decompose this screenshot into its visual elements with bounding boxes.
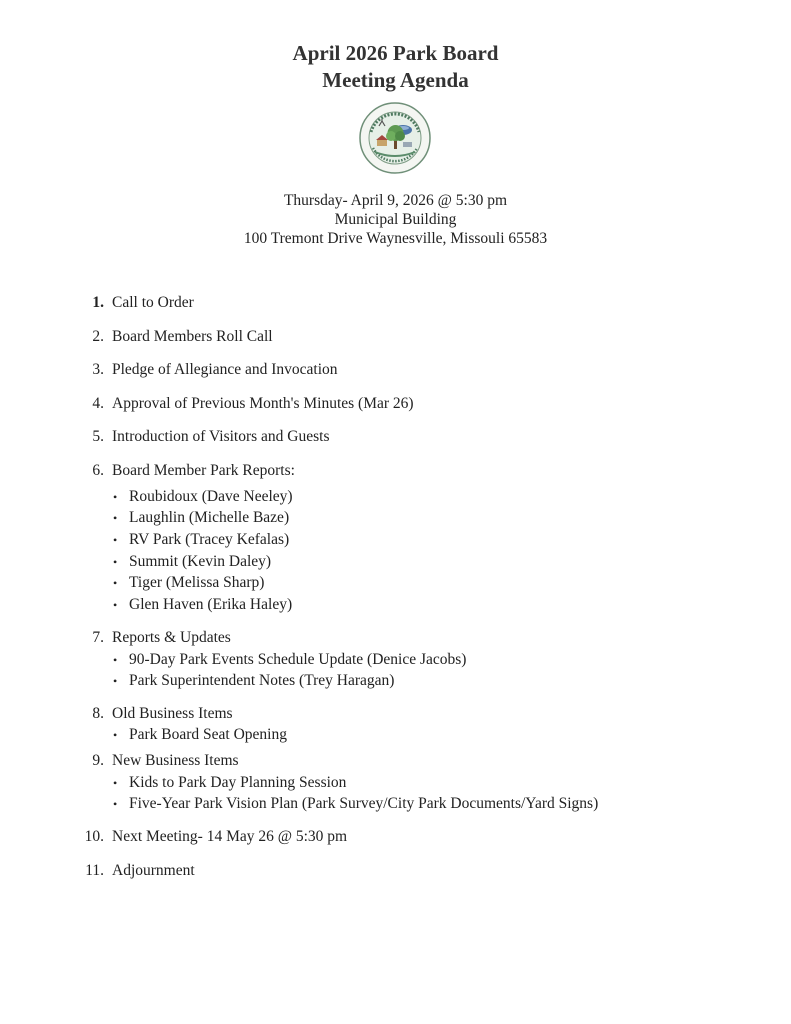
agenda-item-text: Next Meeting- 14 May 26 @ 5:30 pm — [112, 828, 348, 845]
agenda-item-text: Board Members Roll Call — [112, 328, 273, 345]
agenda-item-text: Call to Order — [112, 294, 194, 311]
list-item-text: Tiger (Melissa Sharp) — [129, 574, 265, 591]
list-item — [113, 650, 467, 670]
agenda-item-text: Approval of Previous Month's Minutes (Mar 26) — [112, 395, 414, 412]
list-item — [113, 595, 293, 615]
agenda-item — [92, 293, 194, 313]
bullet-dot: • — [113, 576, 118, 590]
bullet-dot: • — [113, 598, 118, 612]
title-line-1: April 2026 Park Board — [292, 41, 499, 65]
meeting-datetime: Thursday- April 9, 2026 @ 5:30 pm — [283, 192, 508, 209]
bullet-dot: • — [113, 728, 118, 742]
agenda-item-number: 8. — [92, 705, 104, 722]
bullet-dot: • — [113, 511, 118, 525]
bullet-dot: • — [113, 555, 118, 569]
bullet-dot: • — [113, 490, 118, 504]
list-item-text: Roubidoux (Dave Neeley) — [129, 488, 293, 505]
list-item-text: Kids to Park Day Planning Session — [129, 774, 347, 791]
agenda-item-number: 2. — [92, 328, 104, 345]
agenda-item-text: Adjournment — [112, 862, 195, 879]
agenda-item-number: 9. — [92, 752, 104, 769]
meeting-address: 100 Tremont Drive Waynesville, Missouli 65583 — [243, 230, 548, 247]
list-item-text: 90-Day Park Events Schedule Update (Denice Jacobs) — [129, 651, 467, 668]
agenda-item-text: New Business Items — [112, 752, 239, 769]
agenda-item — [92, 427, 330, 447]
list-item-text: Summit (Kevin Daley) — [129, 553, 272, 570]
list-item — [113, 487, 293, 507]
agenda-item-text: Pledge of Allegiance and Invocation — [112, 361, 338, 378]
title-line-2: Meeting Agenda — [322, 68, 469, 92]
agenda-item-number: 4. — [92, 395, 104, 412]
list-item — [113, 552, 272, 572]
bullet-dot: • — [113, 533, 118, 547]
agenda-item-number: 6. — [92, 462, 104, 479]
bullet-dot: • — [113, 776, 118, 790]
list-item — [113, 773, 347, 793]
list-item — [113, 530, 290, 550]
list-item-text: RV Park (Tracey Kefalas) — [129, 531, 290, 548]
agenda-item-number: 11. — [85, 862, 104, 879]
agenda-item — [84, 827, 348, 847]
list-item-text: Five-Year Park Vision Plan (Park Survey/City Park Documents/Yard Signs) — [129, 795, 599, 812]
list-item-text: Park Superintendent Notes (Trey Haragan) — [129, 672, 395, 689]
agenda-item-number: 5. — [92, 428, 104, 445]
agenda-item-text: Old Business Items — [112, 705, 233, 722]
list-item-text: Laughlin (Michelle Baze) — [129, 509, 290, 526]
agenda-item — [92, 461, 295, 481]
agenda-item-number: 3. — [92, 361, 104, 378]
agenda-item — [85, 861, 195, 881]
agenda-item — [92, 394, 414, 414]
agenda-item — [92, 751, 239, 771]
list-item — [113, 725, 287, 745]
agenda-item-number: 10. — [84, 828, 104, 845]
list-item — [113, 508, 290, 528]
bullet-dot: • — [113, 653, 118, 667]
agenda-item-text: Introduction of Visitors and Guests — [112, 428, 330, 445]
list-item-text: Glen Haven (Erika Haley) — [129, 596, 293, 613]
bullet-dot: • — [113, 674, 118, 688]
meeting-location: Municipal Building — [334, 211, 457, 228]
agenda-item-number: 7. — [92, 629, 104, 646]
list-item — [113, 671, 395, 691]
bullet-dot: • — [113, 797, 118, 811]
list-item-text: Park Board Seat Opening — [129, 726, 287, 743]
agenda-item-text: Board Member Park Reports: — [112, 462, 295, 479]
agenda-item — [92, 360, 338, 380]
agenda-item — [92, 327, 273, 347]
list-item — [113, 573, 265, 593]
agenda-item — [92, 628, 231, 648]
agenda-item-text: Reports & Updates — [112, 629, 231, 646]
list-item — [113, 794, 599, 814]
agenda-item-number: 1. — [92, 294, 104, 311]
agenda-item — [92, 704, 233, 724]
